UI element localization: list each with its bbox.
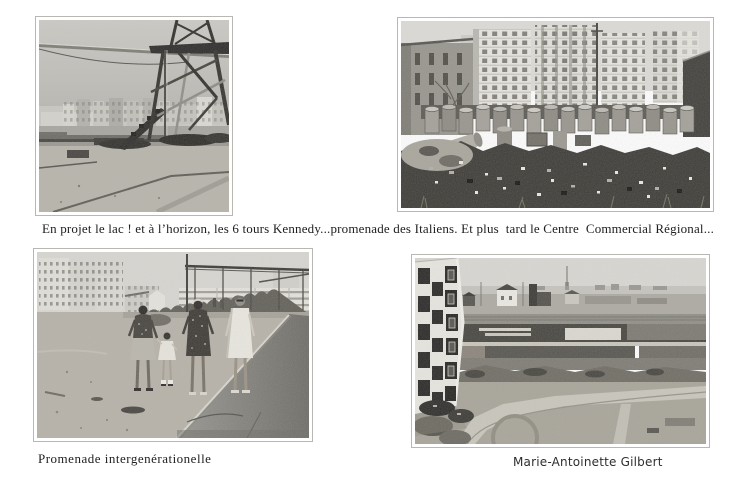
caption-middle: En projet le lac ! et à l’horizon, les 6 tours Kennedy...promenade des Italiens. Et plus tard le Centre Commercial Régional...: [42, 221, 714, 236]
promenade-image: [37, 252, 309, 438]
photo-building-fields: [411, 254, 710, 448]
caption-bottom-right: Marie-Antoinette Gilbert: [513, 455, 663, 469]
dump-barrels-image: [401, 21, 710, 208]
photo-construction-lake: [35, 16, 233, 216]
building-fields-image: [415, 258, 706, 444]
photo-dump-barrels: [397, 17, 714, 212]
construction-lake-image: [39, 20, 229, 212]
photo-promenade: [33, 248, 313, 442]
caption-bottom-left: Promenade intergenérationelle: [38, 451, 212, 466]
